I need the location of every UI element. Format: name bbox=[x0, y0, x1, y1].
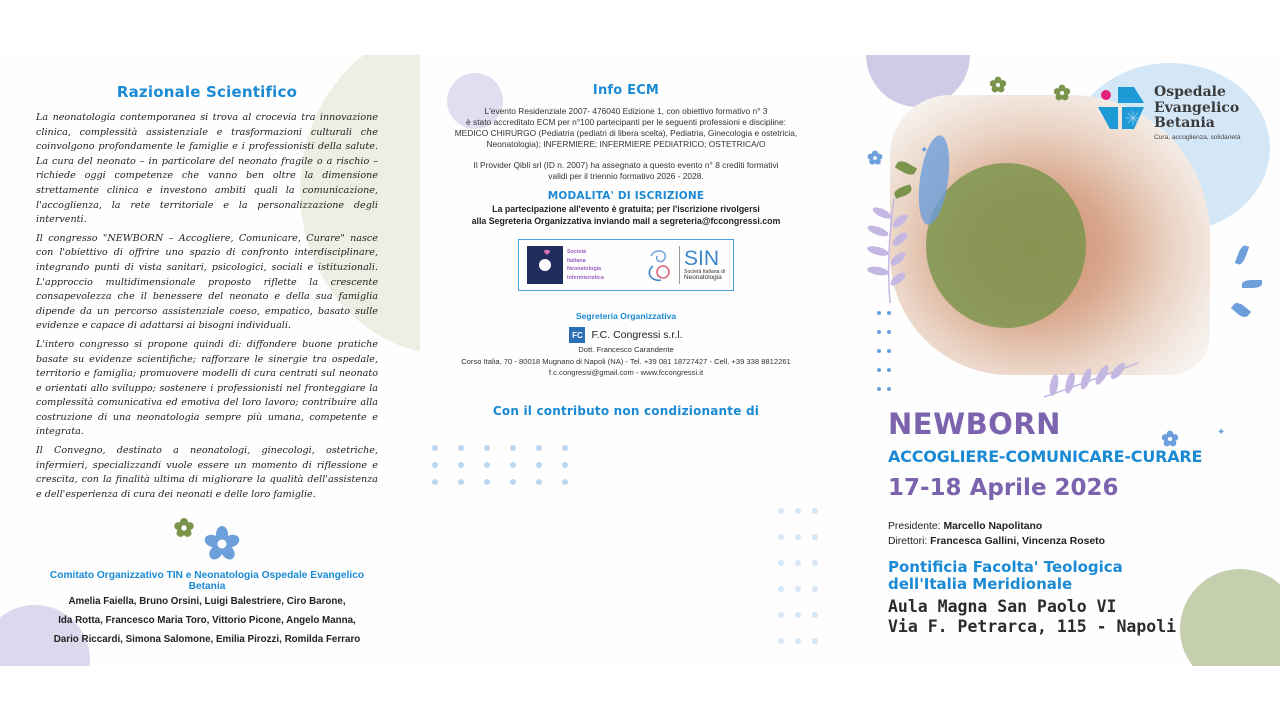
dot-grid-decoration bbox=[778, 508, 818, 644]
modalita-line: alla Segreteria Organizzativa inviando mail a segreteria@fccongressi.com bbox=[471, 215, 781, 226]
hospital-logo bbox=[1096, 85, 1241, 141]
hospital-name: Betania bbox=[1154, 115, 1215, 131]
blue-flower-icon bbox=[866, 149, 884, 167]
leaf-icon bbox=[1231, 300, 1251, 319]
dot-grid-decoration bbox=[432, 445, 568, 485]
green-flower-icon bbox=[988, 75, 1008, 95]
sini-mark-icon bbox=[527, 246, 563, 284]
modalita-line: La partecipazione all'evento è gratuita; per l'iscrizione rivolgersi bbox=[492, 204, 760, 214]
lavender-fern-icon bbox=[864, 195, 908, 305]
ecm-title: Info ECM bbox=[592, 83, 660, 98]
ecm-line: MEDICO CHIRURGO (Pediatria (pediatri di libera scelta), Pediatria, Ginecologia e ostetricia, bbox=[454, 128, 798, 138]
venue-address: Aula Magna San Paolo VI Via F. Petrarca, 115 - Napoli bbox=[888, 597, 1177, 636]
razionale-paragraph: Il Convegno, destinato a neonatologi, ginecologi, ostetriche, infermieri, specializzandi vuole essere un momento di riflessione e crescita, con la finalità ultima di migliorare la qualità dell'assistenza e dell'esperienza di cura dei neonati e delle loro famiglie. bbox=[36, 445, 378, 500]
provider-line: validi per il triennio formativo 2026 - 2028. bbox=[548, 171, 704, 181]
dot-grid-decoration bbox=[877, 311, 891, 391]
fc-name: F.C. Congressi s.r.l. bbox=[591, 329, 683, 341]
venue-name: Pontificia Facolta' Teologica dell'Italia Meridionale bbox=[888, 558, 1123, 593]
hospital-cross-icon bbox=[1096, 85, 1146, 131]
sparkle-icon: ✦ bbox=[920, 145, 929, 156]
segreteria-title: Segreteria Organizzativa bbox=[575, 311, 677, 321]
sin-logo: SIN Società Italiana di Neonatologia bbox=[643, 246, 725, 284]
ecm-line: è stato accreditato ECM per n°100 partecipanti per le seguenti professioni e discipline: bbox=[466, 117, 786, 127]
razionale-paragraph: Il congresso "NEWBORN – Accogliere, Comunicare, Curare" nasce con l'obiettivo di offrire uno spazio di confronto interdisciplinare, integrando punti di vista sanitari, psicologici, sociali e istituzionali. L'approccio multidimensionale proposto riflette la crescente consapevolezza che il benessere del neonato e della sua famiglia dipende da un percorso assistenziale coeso, empatico, basato sulle evidenze e capace di adattarsi ai bisogni individuali. bbox=[36, 232, 378, 332]
hospital-tagline: Cura, accoglienza, solidarietà bbox=[1154, 133, 1241, 141]
info-ecm-panel bbox=[420, 83, 832, 418]
hospital-name: Ospedale bbox=[1154, 84, 1226, 100]
decorative-green-blob bbox=[926, 163, 1086, 328]
blue-flower-icon bbox=[1160, 429, 1180, 449]
razionale-paragraph: La neonatologia contemporanea si trova al crocevia tra innovazione clinica, complessità assistenziale e trasformazioni culturali che coinvolgono profondamente le famiglie e i professionisti della salute. La cura del neonato – in particolare del neonato fragile o a rischio – richiede oggi competenze che vanno ben oltre la dimensione strettamente clinica e investono ambiti quali la comunicazione, l'accoglienza, la rete territoriale e la personalizzazione degli interventi. bbox=[36, 112, 378, 226]
event-roles bbox=[888, 519, 1105, 549]
razionale-paragraph: L'intero congresso si propone quindi di: diffondere buone pratiche basate su evidenze scientifiche; rafforzare le sinergie tra ospedale, territorio e famiglia; promuovere modelli di cura centrati sul neonato e orientati allo sviluppo; sostenere i professionisti nel fronteggiare la complessità comunicativa ed emotiva del loro lavoro; contribuire alla costruzione di una neonatologia sempre più umana, competente e integrata. bbox=[36, 338, 378, 438]
flowers-decoration bbox=[36, 516, 378, 564]
cover-panel bbox=[860, 55, 1280, 666]
razionale-panel bbox=[36, 83, 378, 649]
lavender-fern-icon bbox=[1040, 357, 1140, 401]
provider-line: Il Provider Qibli srl (ID n. 2007) ha assegnato a questo evento n° 8 crediti formativi bbox=[473, 160, 779, 170]
hospital-name: Evangelico bbox=[1154, 99, 1240, 116]
comitato-title: Comitato Organizzativo TIN e Neonatologia Ospedale Evangelico Betania bbox=[49, 570, 365, 593]
ecm-line: L'evento Residenziale 2007- 476040 Edizione 1, con obiettivo formativo n° 3 bbox=[484, 106, 768, 116]
fc-congressi-brand bbox=[569, 327, 682, 343]
partner-logos bbox=[518, 239, 734, 291]
fc-logo-icon: FC bbox=[569, 327, 585, 343]
sin-acronym: SIN bbox=[684, 247, 720, 270]
direttori-names: Francesca Gallini, Vincenza Roseto bbox=[930, 536, 1105, 547]
segreteria-contact: f.c.congressi@gmail.com - www.fccongressi.it bbox=[548, 368, 704, 378]
leaf-icon bbox=[1242, 280, 1262, 288]
green-flower-icon bbox=[1052, 83, 1072, 103]
brochure-sheet bbox=[0, 55, 1280, 666]
green-flower-icon bbox=[172, 516, 196, 540]
ecm-line: Neonatologia); INFERMIERE; INFERMIERE PEDIATRICO; OSTETRICA/O bbox=[486, 139, 766, 149]
event-title: NEWBORN bbox=[888, 407, 1061, 441]
presidente-name: Marcello Napolitano bbox=[943, 521, 1043, 532]
contributo-title: Con il contributo non condizionante di bbox=[492, 403, 760, 418]
segreteria-contact: Corso Italia, 70 - 80018 Mugnano di Napoli (NA) - Tel. +39 081 18727427 - Cell. +39 338 8812261 bbox=[461, 356, 791, 366]
comitato-members: Amelia Faiella, Bruno Orsini, Luigi Balestriere, Ciro Barone, bbox=[68, 596, 346, 608]
sin-mother-child-icon bbox=[643, 246, 675, 284]
comitato-members: Dario Riccardi, Simona Salomone, Emilia Pirozzi, Romilda Ferraro bbox=[53, 634, 361, 646]
razionale-title: Razionale Scientifico bbox=[116, 83, 298, 101]
sparkle-icon: ✦ bbox=[1217, 427, 1226, 438]
modalita-title: MODALITA' DI ISCRIZIONE bbox=[547, 190, 705, 202]
segreteria-contact: Dott. Francesco Carandente bbox=[578, 345, 674, 354]
comitato-members: Ida Rotta, Francesco Maria Toro, Vittorio Picone, Angelo Manna, bbox=[58, 615, 356, 627]
leaf-icon bbox=[1235, 244, 1249, 266]
sini-logo: Società Italiana Neonatologia Infermieristica bbox=[527, 246, 604, 284]
direttori-label: Direttori: bbox=[888, 536, 928, 547]
event-subtitle: ACCOGLIERE-COMUNICARE-CURARE bbox=[888, 447, 1203, 466]
event-dates: 17-18 Aprile 2026 bbox=[888, 475, 1119, 501]
blue-flower-icon bbox=[202, 524, 242, 564]
presidente-label: Presidente: bbox=[888, 521, 941, 532]
